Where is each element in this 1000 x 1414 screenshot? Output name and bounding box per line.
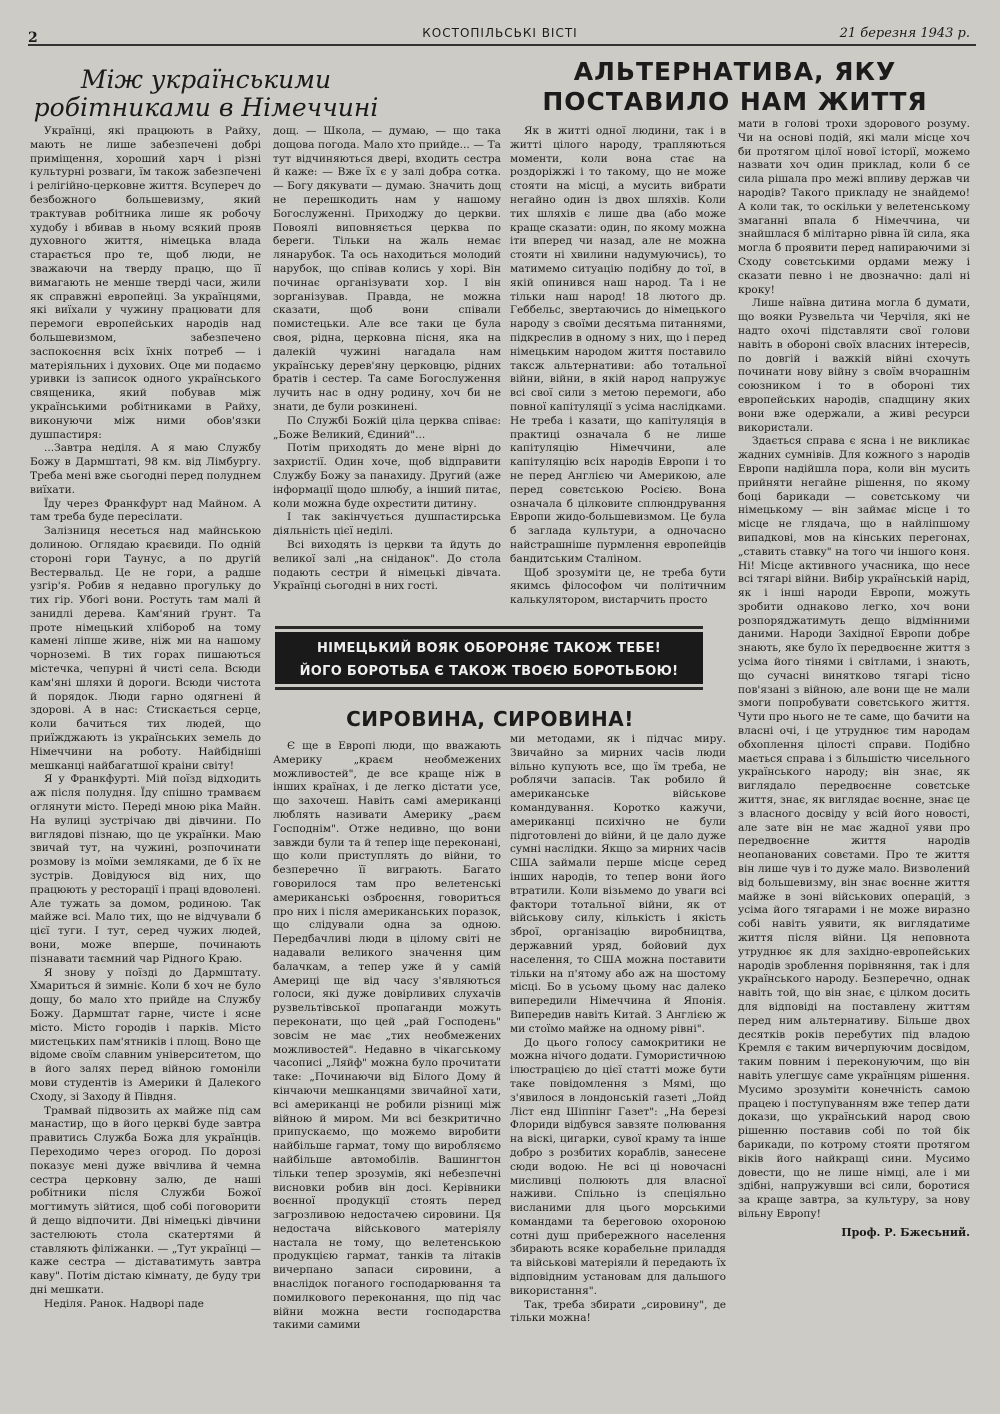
article1-paragraph: Всі виходять із церкви та йдуть до великої залі „на сніданок". До стола подають сестри й німецькі дівчата. Українці сьогодні в них гості.	[273, 538, 501, 593]
article2-paragraph: Здається справа є ясна і не викликає жадних сумнівів. Для кожного з народів Европи надійшла пора, коли він мусить прийняти негайне рішення, по якому боці барикади — совєтському чи німецькому — він займає місце і то місце не глядача, що в найліпшому випадкові, мов на кінських перегонах, „ставить ставку" на того чи іншого коня. Ні! Місце активного учасника, що несе всі тягарі війни. Вибір українській нарід, як і інші народи Европи, можуть зробити однаково легко, хоч вони розпоряджатимуть дещо відмінними даними. Народи Західної Европи добре знають, яке було їх передвоєнне життя з усіма його тінями і світлами, і знають, що сучасні винятково тягарі тісно пов'язані з війною, але вони ще не мали змоги попробувати совєтського життя. Чути про нього не те саме, що бачити на власні очі, і це утруднює тим народам обхоплення цілості справи. Подібно мається справа і з більшістю чисельного українського народу; він знає, як виглядало передвоєнне совєтське життя, знає, як виглядає воєнне, знає це з власного досвіду у всій його новості, але зате він не має жадної уяви про передвоєнне життя народів неопанованих совєтами. Про те життя він лише чув і то дуже мало. Визволений від большевизму, він знає воєнне життя майже в зоні військових операцій, з усіма його тягарами і не може виразно собі навіть уявити, як виглядатиме життя після війни. Ця неповнота утруднює як для західно-европейських народів зроблення порівняння, так і для українського народу. Безперечно, однак навіть той, що він знає, є цілком досить для відповіді на поставлену життям перед ним альтернативу. Більше двох десятків років перебутих під владою Кремля є таким вичерпуючим досвідом, таким повним і переконуючим, що він навіть улегшує саме українцям рішення. Мусимо зрозуміти конечність самою працею і поступуванням вже тепер дати докази, що український народ свою рішенню поставив собі по той бік барикади, по котрому стояти протягом віків його найкращі сини. Мусимо довести, що не лише німці, але і ми здібні, напружувши всі сили, боротися за краще завтра, за культуру, за нову вільну Европу!	[738, 435, 970, 1220]
article1-paragraph: ...Завтра неділя. А я маю Службу Божу в Дармштаті, 98 км. від Лімбургу. Треба мені вже сьогодні перед полуднем виїхати.	[30, 442, 261, 496]
header-rule	[28, 44, 976, 46]
article1-column-2	[273, 125, 501, 620]
page-number: 2	[28, 30, 38, 46]
propaganda-banner	[275, 632, 703, 684]
article1-paragraph: Залізниця несеться над майнською долиною. Оглядаю краєвиди. По одній стороні гори Таунус, а по другій Вестервальд. Це не гори, а радше узгір'я. Робив я недавно прогульку до тих гір. Убогі вони. Ростуть там малі й занидлі дерева. Кам'яний ґрунт. Та проте німецький хлібороб на тому камені ліпше живе, ніж ми на нашому чорноземі. В тих горах пишаються містечка, чепурні й чисті села. Всюди кам'яні шляхи й дороги. Всюди чистота й порядок. Люди гарно одягнені й здорові. А в нас: Стискається серце, коли бачиться тих людей, що приїжджають із українських земель до Німеччини на роботу. Найбідніші мешканці найбагатшої краіни світу!	[30, 525, 261, 772]
article3-paragraph: ми методами, як і підчас миру. Звичайно за мирних часів люди вільно купують все, що їм треба, не роблячи запасів. Так робило й американське військове командування. Коротко кажучи, американці психічно не були підготовлені до війни, й це дало дуже сумні наслідки. Якщо за мирних часів США займали перше місце серед інших народів, то тепер вони його втратили. Коли візьмемо до уваги всі фактори тотальної війни, як от військову силу, кількість і якість зброї, організацію виробництва, державний уряд, бойовий дух населення, то США можна поставити тільки на п'ятому або аж на шостому місці. Бо в усьому цьому нас далеко випередили Німеччина й Японія. Випередив навіть Китай. З Англією ж ми стоїмо майже на одному рівні".	[510, 733, 726, 1035]
article3-column-2	[510, 733, 726, 1378]
article2-column-1	[510, 125, 726, 620]
article1-paragraph: Потім приходять до мене вірні до захристії. Один хоче, щоб відправити Службу Божу за панахиду. Другий (аже інформації щодо шлюбу, а інший питає, коли можна буде охрестити дитину.	[273, 442, 501, 510]
article3-title: СИРОВИНА, СИРОВИНА!	[346, 707, 634, 731]
article3-column-1	[273, 740, 501, 1380]
article1-paragraph: Я знову у поїзді до Дармштату. Хмариться й зимніє. Коли б хоч не було дощу, бо мало хто прийде на Службу Божу. Дармштат гарне, чисте і ясне місто. Місто городів і парків. Місто мистецьких пам'ятників і площ. Воно ще відоме своїм славним університетом, що в його залях перед війною гомоніли мови студентів із Америки й Далекого Сходу, зі Заходу й Півдня.	[30, 966, 261, 1103]
article2-column-2	[738, 118, 970, 1383]
article3-paragraph: Так, треба збирати „сировину", де тільки можна!	[510, 1298, 726, 1325]
article1-paragraph: Трамвай підвозить ах майже під сам манастир, що в його церкві буде завтра правитись Служба Божа для українців. Переходимо через огород. По дорозі показує мені дуже ввічлива й чемна сестра церковну залю, де наші робітники після Служби Божої могтимуть зійтися, щоб собі поговорити й дещо відпочити. Дві німецькі дівчини застелюють стола скатертями й ставляють філіжанки. — „Тут українці — каже сестра — діставатимуть завтра каву". Потім дістаю кімнату, де буду три дні мешкати.	[30, 1104, 261, 1296]
article1-paragraph: І так закінчується душпастирська діяльність цієї неділі.	[273, 511, 501, 538]
issue-date: 21 березня 1943 р.	[839, 26, 970, 41]
banner-top-rule	[275, 626, 703, 629]
article1-title: Між українськими робітниками в Німеччині	[33, 65, 379, 122]
article1-column-1	[30, 125, 261, 1375]
article1-paragraph: дощ. — Школа, — думаю, — що така дощова погода. Мало хто прийде... — Та тут відчиняються двері, входить сестра й каже: — Вже їх є у залі добра сотка. — Богу дякувати — думаю. Значить дощ не перешкодить нам у нашому Богослуженні. Приходжу до церкви. Повоялі виповняється церква по береги. Тільки на жаль немає лянарубок. Та ось находиться молодий нарубок, що співав колись у хорі. Він починає організувати хор. І він зорганізував. Правда, не можна сказати, щоб вони співали помистецьки. Але все таки це була своя, рідна, церковна пісня, яка на далекій чужині нагадала нам українську дерев'яну церковцю, рідних братів і сестер. Та саме Богослуження лучить нас в одну родину, хоч би не знати, де були розкинені.	[273, 125, 501, 413]
banner-line-2: ЙОГО БОРОТЬБА Є ТАКОЖ ТВОЄЮ БОРОТЬБОЮ!	[299, 664, 679, 679]
article3-paragraph: До цього голосу самокритики не можна нічого додати. Гумористичною ілюстрацією до цієї статті може бути таке повідомлення з Мямі, що з'явилося в лондонській газеті „Лойд Ліст енд Шіппінг Газет": „На березі Флориди відбувся завзяте полювання на віскі, цигарки, сувої краму та інше добро з розбитих кораблів, занесене сюди водою. Не всі ці новочасні мисливці полюють для власної наживи. Спільно із спеціяльно висланими для цього морськими командами та береговою охороною сотні душ прибережного населення збирають всяке корабельне приладдя та військові матеріяли й передають їх відповідним установам для дальшого використання".	[510, 1036, 726, 1297]
article2-paragraph: мати в голові трохи здорового розуму. Чи на основі подій, які мали місце хоч би протягом цілої нової історії, можемо назвати хоч один приклад, коли б се сила рішала про межі впливу держав чи народів? Такого прикладу не знайдемо! А коли так, то оскільки у велетенському змаганні впала б Німеччина, чи знайшлася б мілітарно рівна їй сила, яка могла б проявити перед напираючими зі Сходу совєтськими ордами межу і сказати певно і не двозначно: далі ні кроку!	[738, 118, 970, 296]
article1-paragraph: По Службі Божій ціла церква співає: „Боже Великий, Єдиний"...	[273, 414, 501, 441]
banner-line-1: НІМЕЦЬКИЙ ВОЯК ОБОРОНЯЄ ТАКОЖ ТЕБЕ!	[316, 641, 662, 656]
article1-paragraph: Українці, які працюють в Райху, мають не лише забезпечені добрі приміщення, хороший харч і різні культурні розваги, їм також забезпечені і релігійно-церковне життя. Всупереч до безбожного большевизму, який трактував робітника лише як робочу худобу і вбивав в ньому всякий прояв духовного життя, німецька влада старається про те, щоб люди, не зважаючи на тверду працю, що її вимагають не менше тверді часи, жили як справжні европейці. За українцями, які виїхали у чужину працювати для перемоги европейських народів над большевизмом, забезпечено заспокоєння всіх їхніх потреб — і матеріяльних і духових. Оце ми подаємо уривки із записок одного українського священика, який побував між українськими робітниками в Райху, виконуючи між ними обов'язки душпастиря:	[30, 125, 261, 441]
article2-title: АЛЬТЕРНАТИВА, ЯКУ ПОСТАВИЛО НАМ ЖИТТЯ	[542, 57, 928, 116]
article1-paragraph: Я у Франкфурті. Мій поїзд відходить аж після полудня. Їду спішно трамваєм оглянути місто. Переді мною ріка Майн. На вулиці зустрічаю дві дівчини. По виглядові пізнаю, що це українки. Маю звичай тут, на чужині, розпочинати розмову із моїми земляками, де б їх не зустрів. Довідуюся від них, що працюють у ресторації і праці вдоволені. Але тужать за домом, родиною. Так майже всі. Мало тих, що не відчували б цієї туги. І тут, серед чужих людей, вони, може вперше, починають пізнавати таємний чар Рідного Краю.	[30, 773, 261, 965]
article1-paragraph: Неділя. Ранок. Надворі паде	[44, 1297, 204, 1310]
article2-signature: Проф. Р. Бжесьний.	[841, 1225, 970, 1239]
article2-paragraph: Лише наївна дитина могла б думати, що вояки Рузвельта чи Черчіля, які не надто охочі підставляти свої голови навіть в обороні своїх власних інтересів, по довгій і важкій війні схочуть починати нову війну з своїм вчорашнім союзником і то в обороні тих европейських народів, спадщину яких вони вже одержали, а живі ресурси використали.	[738, 297, 970, 434]
banner-bottom-rule	[275, 687, 703, 690]
article1-paragraph: Їду через Франкфурт над Майном. А там треба буде пересілати.	[30, 497, 261, 524]
article3-paragraph: Є ще в Европі люди, що вважають Америку „краєм необмежених можливостей", де все краще ніж в інших країнах, і де легко дістати усе, що захочеш. Навіть самі американці люблять називати Америку „раєм Господнім". Отже недивно, що вони завжди були та й тепер іще переконані, що коли приступлять до війни, то безперечно її виграють. Багато говорилося там про велетенські американські озброєння, говориться про них і після американських поразок, що слідували одна за одною. Передбачливі люди в цілому світі не надавали великого значення цим балачкам, а тепер уже й у самій Америці ще від часу з'являються голоси, які дуже довірливих слухачів рузвельтівської пропаганди можуть переконати, що цей „рай Господень" зовсім не має „тих необмежених можливостей". Недавно в чікагському часописі „Ляйф" можна було прочитати таке: „Починаючи від Білого Дому й кінчаючи мешканцями звичайної хати, всі американці не робили різниці між війною й миром. Ми всі безкритично припускаємо, що можемо виробити найбільше гармат, тому що виробляємо найбільше автомобілів. Вашингтон тільки тепер зрозумів, які небезпечні висновки робив він досі. Керівники воєнної продукції стоять перед загрозливою недостачею сировини. Ця недостача військового матеріялу настала не тому, що велетенською продукцією гармат, танків та літаків вичерпано запаси сировини, а внаслідок поганого господарювання та помилкового переконання, що під час війни можна вести господарства такими самими	[273, 740, 501, 1332]
newspaper-masthead: КОСТОПІЛЬСЬКІ ВІСТІ	[422, 26, 578, 40]
article2-paragraph: Щоб зрозуміти це, не треба бути якимсь філософом чи політичним калькулятором, вистарчить просто	[510, 566, 726, 607]
article2-paragraph: Як в житті одної людини, так і в житті цілого народу, трапляються моменти, коли вона стає на роздоріжжі і то такому, що не може стояти на місці, а мусить вибрати негайно один із двох шляхів. Коли тих шляхів є лише два (або може краще сказати: один, по якому можна іти вперед чи назад, але не можна стояти ні хвилини надумуючись), то матимемо ситуацію подібну до тої, в якій опинився наш народ. Та і не тільки наш народ! 18 лютого др. Геббельс, звертаючись до німецького народу з своїми десятьма питаннями, підкреслив в одному з них, що і перед німецьким народом життя поставило таксж альтернативи: або тотальної війни, війни, в якій народ напружує всі свої сили з метою перемоги, або повної капітуляції з усіма наслідками. Не треба і казати, що капітуляція в практиці означала б не лише капітуляцію Німеччини, але капітуляцію всіх народів Европи і то не перед Англією чи Америкою, але перед совєтською Росією. Вона означала б цілковите сплюндрування Европи жидо-большевизмом. Це була б заглада культури, а одночасно найстрашніше пурмлення европейців бандитським Сталіном.	[510, 125, 726, 565]
